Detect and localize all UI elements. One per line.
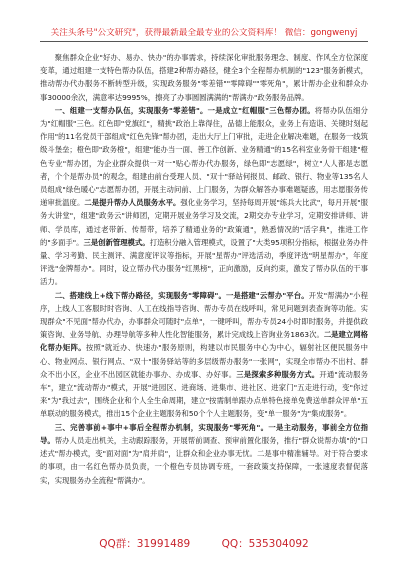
section-2-text-1: 开发"帮满办"小程序，上线人工客服时时咨询、人工在线指导咨询、帮办专员在线呼叫，常见问题到表查询等功能。实现群众"不见面"帮办代办，办事群众可随时"点单"，一键呼叫，帮办专员24小时即时服务，并提供政策咨询、业务导航、办理导航等多种人性化智能服务，累计完成线上咨询业务1863次。	[40, 290, 368, 340]
document-body	[40, 51, 368, 525]
footer-qq: QQ：535304092	[221, 538, 309, 550]
header-banner: 关注头条号"公文研究"，获得最新最全最专业的公文资料库！ 微信：gongwenyj	[50, 28, 358, 38]
section-1-heading: 一、组建一支帮办队伍，实现服务"零差错"。一是成立"红帽服"三色帮办团。	[54, 105, 315, 115]
header-rule	[40, 41, 368, 42]
section-2-sub-3: 三是探索多种服务方式。	[236, 369, 320, 379]
section-1-text-3: 打造积分融入管理模式，设置了"大类95项积分指标，根据业务办件量、学习考勤、民主测评、满意度评议等指标，开展"星帮办"评选活动，季度评选"明星帮办"，年度评选"金牌帮办"。同时，设立帮办代办服务"红黑榜"，正向激励，反向约束，激发了帮办队伍的干事活力。	[40, 237, 368, 287]
section-2-heading: 二、搭建线上+线下帮办路径，实现服务"零障碍"。一是搭建"云帮办"平台。	[54, 290, 309, 300]
section-1-text-1: 将帮办队伍细分为"红帽服"三色。红色即"党旗红"，精挑"政治上靠得住，品德上能服众，业务上有造诣、关键时刻起作用"的11名党员干部组成"红色先锋"帮办团，走出大厅上门审批，走进企业解决难题，在服务一线筑级斗堡垒；橙色即"政务橙"，组建"能办当一面、善工作创新、业务精通"的15名科室业务骨干组建"橙色专业"帮办团，为企业群众提供一对一"贴心帮办代办服务，绿色即"志愿绿"，树立"人人都是志愿者，个个是帮办员"的观念，组建由前台受理人员、"双十"驿站何报员、邮政、银行、物业等135名人员组成"绿色暖心"志愿帮办团，开展主动问前、上门服务，为群众解答办事难题疑惑，用志愿服务传递审批温度。	[40, 105, 368, 208]
section-2-sub-2: 二是建立网格化帮办矩阵。	[40, 330, 368, 353]
footer-qq-group: QQ群：31991489	[99, 538, 191, 550]
section-1-text-2: 强化业务学习，坚持每周开展"练兵大比武"，每月开展"服务大讲堂"，组建"政务云"讲师团，定期开展业务学习及交流，2期交办专业学习，定期安排讲师、讲师、学员库，通过老带新、传帮带，培养了精通业务的"政策通"，熟悉情况的"活字典"，推进工作的"多面手"。	[40, 198, 368, 247]
section-2-text-3: 开通"流动服务车"，建立"流动帮办"模式，开展"进园区、进商场、进集市、进社区、进家门"五走进行动，变"你过来"为"我过去"，围绕企业和个人全生命周期，建立"按需制单跟办点单特色接单免费送单群众评单"五单联动的服务模式，推出15个企业主题服务和50个个人主题服务，变"单一服务"为"集成服务"。	[40, 369, 368, 419]
section-1-sub-2: 二是提升帮办人员服务水平。	[84, 198, 181, 208]
intro-text: 聚焦群众企业"好办、易办、快办"的办事需求，持续深化审批服务理念、制度、作风全方位深度变革，通过组建一支特色帮办队伍，搭建2种帮办路径，健全3个全程帮办机制的"123"服务新模式，推动帮办代办服务不断转型升级，实现政务服务"零差错""零障碍""零死角"，累计帮办企业和群众办事30000余次，满意率达9995%，擦亮了办事圆圆满满的"帮满办"政务服务品牌。	[40, 53, 368, 102]
section-3-heading: 三、完善事前+事中+事后全程帮办机制，实现服务"零死角"。一是主动服务，事前全方位指导。	[40, 422, 368, 445]
section-2-text-2: 按照"就近办、快速办"服务原则，构建以市民服务中心为中心，辐射社区便民服务中心、物业网点、银行网点、"双十"服务驿站等的多层级帮办服务"一张网"，实现全市帮办不出村、群众不出小区，企业不出园区就能办事办、办成事、办好事。	[40, 343, 368, 379]
section-1-sub-3: 三是创新管理模式。	[83, 237, 150, 247]
section-3-text-1: 帮办人员走出机关，主动跟踪服务，开展帮前调查、预审前置化服务，推行"群众说帮办填"的"口述式"帮办模式，变"面对面"为"肩并肩"，让群众和企业办事无忧。二是事中精准辅导。对于符合要求的事项，由一名红色帮办员负责，一个橙色专员协调专班，一套政策支持保障，一张速度表督促落实，实现服务办全流程"帮满办"。	[40, 435, 368, 485]
section-3-paragraph	[40, 421, 368, 487]
intro-paragraph	[40, 51, 368, 104]
footer-contact	[0, 536, 408, 551]
section-2-paragraph	[40, 289, 368, 421]
section-1-paragraph	[40, 104, 368, 289]
